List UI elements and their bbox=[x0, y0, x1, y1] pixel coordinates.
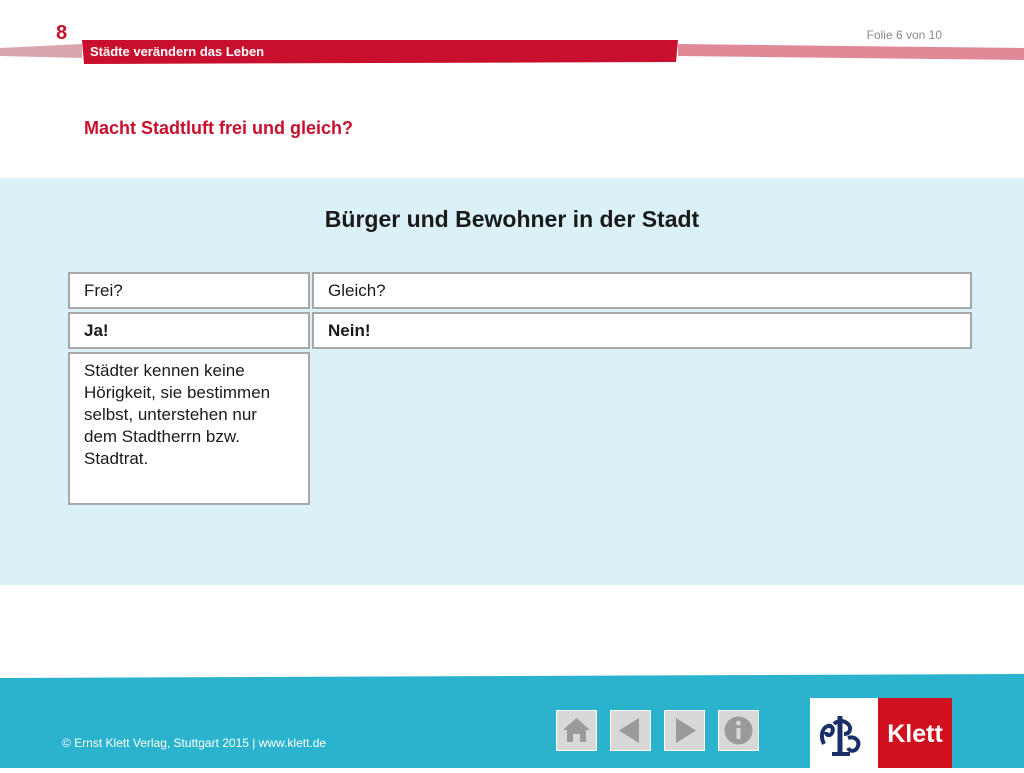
home-button[interactable] bbox=[556, 710, 597, 751]
info-icon bbox=[719, 711, 758, 750]
table-answer-nein bbox=[312, 312, 972, 349]
slide-counter: Folie 6 von 10 bbox=[866, 28, 942, 42]
previous-button[interactable] bbox=[610, 710, 651, 751]
klett-logo-wordmark bbox=[878, 698, 952, 768]
content-panel bbox=[0, 178, 1024, 585]
table-header-gleich-label: Gleich? bbox=[328, 281, 386, 300]
table-body-left-text: Städter kennen keine Hörigkeit, sie bestimmen selbst, unterstehen nur dem Stadtherrn bzw. Stadtrat. bbox=[84, 361, 271, 468]
table-answer-ja bbox=[68, 312, 310, 349]
page-title: Bürger und Bewohner in der Stadt bbox=[324, 206, 700, 232]
next-button[interactable] bbox=[664, 710, 705, 751]
table-answer-ja-label: Ja! bbox=[84, 321, 109, 340]
page-subtitle: Macht Stadtluft frei und gleich? bbox=[84, 118, 353, 138]
klett-logo-text: Klett bbox=[887, 720, 943, 748]
info-button[interactable] bbox=[718, 710, 759, 751]
table-header-frei bbox=[68, 272, 310, 309]
copyright-text: © Ernst Klett Verlag, Stuttgart 2015 | www.klett.de bbox=[62, 736, 327, 750]
chapter-number: 8 bbox=[56, 22, 68, 44]
arrow-left-icon bbox=[611, 711, 650, 750]
table-header-frei-label: Frei? bbox=[84, 281, 123, 300]
home-icon bbox=[557, 711, 596, 750]
table-body-left bbox=[68, 352, 310, 505]
table-answer-nein-label: Nein! bbox=[328, 321, 371, 340]
klett-emblem-icon bbox=[810, 698, 878, 768]
table-header-gleich bbox=[312, 272, 972, 309]
banner-title: Städte verändern das Leben bbox=[90, 44, 265, 59]
arrow-right-icon bbox=[665, 711, 704, 750]
